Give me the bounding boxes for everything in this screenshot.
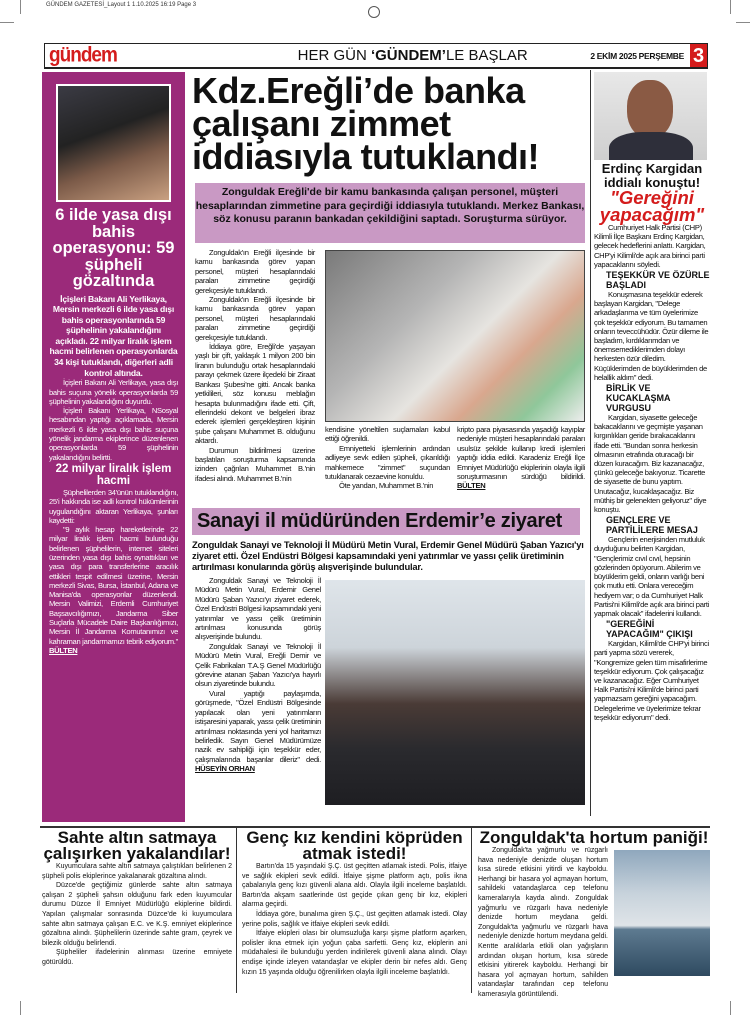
newspaper-logo[interactable]: gündem (49, 43, 117, 67)
paragraph: kripto para piyasasında yaşadığı kayıplar nedeniyle müşteri hesaplarındaki paraları usulsüz şekilde kullanıp kredi işlemleri yaptığı iddia edildi. Karadeniz Ereğli İlçe Emniyet Müdürlüğü ekiplerinin olayla ilgili soruşturmasının sürdüğü bildirildi. BÜLTEN (457, 425, 585, 491)
article-title: Genç kız kendini köprüden atmak istedi! (246, 828, 463, 863)
paragraph: Vural yaptığı paylaşımda, görüşmede, "Özel Endüstri Bölgesinde yapılacak olan yeni yatırımların istişaresini yaparak, yassı çelik üretiminin artırılması noktasında yeni yol haritamızı belirledik. Sayın Genel Müdürümüze nazik ev sahipliği için teşekkür eder, çalışmalarında başarılar dileriz" dedi. HÜSEYİN ORHAN (195, 688, 321, 774)
paragraph: İçişleri Bakanı Ali Yerlikaya, yasa dışı bahis suçuna yönelik operasyonlarda 59 şüphelinin yakalandığını duyurdu. (49, 378, 178, 406)
banknotes-photo (325, 250, 585, 422)
paragraph: Zonguldak'ın Ereğli ilçesinde bir kamu bankasında görev yapan personel, müşteri hesaplarındaki paraları zimmetine geçirdiği gerekçesiyle tutuklandı. (195, 295, 315, 342)
bahis-article (42, 72, 185, 822)
paragraph: "9 aylık hesap hareketlerinde 22 milyar liralık işlem hacmi bulunduğu belirlenen şüphelilerin, internet siteleri üzerinden yasa dışı bahis oynattıkları ve yasa dışı para transferlerine aracılık ettikleri tespit edilmesi üzerine, Mersin merkezli Sivas, Bursa, İstanbul, Adana ve Manisa'da operasyonlar düzenlendi. Mersin Valimizi, Erdemli Cumhuriyet Başsavcılığımızı, Jandarma Siber Suçlarla Mücadele Daire Başkanlığımızı, Mersin İl Jandarma Komutanımızı ve kahraman jandarmamızı tebrik ediyorum." BÜLTEN (49, 525, 179, 655)
hortum-article (478, 830, 710, 1000)
subheading: TEŞEKKÜR VE ÖZÜRLE BAŞLADI (606, 270, 710, 291)
crop-mark (20, 1001, 21, 1015)
column-divider (236, 828, 237, 993)
masthead (44, 43, 708, 69)
paragraph: Cumhuriyet Halk Partisi (CHP) Kilimli İlçe Başkanı Erdinç Kargidan, gelecek hedeflerini anlattı. Kargidan, CHP'yi Kilimli'de açık ara birinci parti yapacaklarını söyledi. (594, 223, 706, 269)
paragraph: İddiaya göre, bunalıma giren Ş.Ç., üst geçitten atlamak istedi. Olay yerine polis, sağlık ve itfaiye ekipleri sevk edildi. (242, 910, 467, 928)
politician-portrait (594, 72, 707, 160)
byline: BÜLTEN (457, 481, 486, 491)
subheading: "GEREĞİNİ YAPACAĞIM" ÇIKIŞI (606, 619, 693, 640)
genc-kiz-article (242, 830, 467, 977)
crop-mark (730, 1001, 731, 1015)
subheading: BİRLİK VE KUCAKLAŞMA VURGUSU (606, 383, 671, 414)
byline: BÜLTEN (49, 645, 78, 655)
registration-mark (368, 6, 380, 18)
main-column-3 (457, 425, 585, 491)
print-slug: GÜNDEM GAZETESİ_Layout 1 1.10.2025 16:19 Page 3 (46, 2, 197, 8)
article-title: Erdinç Kargidan iddialı konuştu! (601, 161, 703, 190)
crop-mark (736, 22, 750, 23)
main-headline: Kdz.Ereğli’de banka çalışanı zimmet iddiasıyla tutuklandı! (192, 70, 540, 177)
paragraph: Zonguldak Sanayi ve Teknoloji İl Müdürü Metin Vural, Erdemir Genel Müdürü Şaban Yazıcı'yı ziyaret ederek, Özel Endüstri Bölgesi kapsamındaki yeni yatırımlar ve yassı çelik üretiminin artırılması konusunda görüş alışverişinde bulundu. (195, 576, 321, 642)
paragraph: Şüphelilerden 34'ünün tutuklandığını, 25'i hakkında ise adli kontrol hükümlerinin uygulandığını aktaran Yerlikaya, şunları kaydetti: (49, 487, 178, 525)
column-divider (590, 70, 591, 816)
paragraph: Zonguldak'ta yağmurlu ve rüzgarlı hava nedeniyle denizde oluşan hortum kısa sürede etkisini yitirdi ve kayboldu. Herhangi bir hasara yol açmayan hortum, sahildeki vatandaşlarca cep telefonu kameralarıyla kayda alındı. Zonguldak yağmurlu ve rüzgarlı hava nedeniyle denizde hortum meydana geldi. Zonguldak'ta yağmurlu ve rüzgarlı hava nedeniyle denizde hortum meydana geldi. Kentte aralıklarla etkili olan yağışların ardından oluşan hortum, kısa sürede etkisini yitirerek kayboldu. Herhangi bir hasara yol açmayan hortum, sahilden vatandaşlar tarafından cep telefonu kamerasıyla görüntülendi. (478, 847, 608, 998)
paragraph: İçişleri Bakanı Yerlikaya, NSosyal hesabından yaptığı açıklamada, Mersin merkezli 6 ilde yasa dışı bahis suçuna yönelik jandarma ekiplerince düzenlenen operasyonlarda 59 şüphelinin yakalandığını belirtti. (49, 406, 178, 462)
paragraph: Kuyumculara sahte altın satmaya çalıştıkları belirlenen 2 şüpheli polis ekiplerince yakalanarak gözaltına alındı. (42, 863, 232, 880)
page-number: 3 (690, 44, 707, 67)
paragraph: Zonguldak Sanayi ve Teknoloji İl Müdürü Metin Vural, Ereğli Demir ve Çelik Fabrikaları T.A.Ş Genel Müdürlüğü görevine atanan Şaban Yazıcı'ya hayırlı olsun ziyaretinde bulundu. (195, 641, 321, 689)
sahte-altin-article (42, 830, 232, 968)
paragraph: Gençlerin enerjisinden mutluluk duyduğunu belirten Kargidan, "Gençlerimiz cıvıl cıvıl, hepsinin gözlerinden öpüyorum. Abilerim ve büyüklerim geldi, onların varlığı beni çok mutlu etti. Onlara vereceğim hediyem var; o da Cumhuriyet Halk Partisi'ni Kilimli'de açık ara birinci parti yapmak olacak" ifadelerini kullandı. (594, 535, 710, 618)
paragraph: kendisine yöneltilen suçlamaları kabul ettiği öğrenildi. (325, 425, 450, 444)
article-title: Sahte altın satmaya çalışırken yakalandılar! (43, 828, 231, 863)
paragraph: Zonguldak'ın Ereğli ilçesinde bir kamu bankasında görev yapan personel, müşteri hesaplarındaki paraları zimmetine geçirdiği gerekçesiyle tutuklandı. (195, 248, 315, 295)
paragraph: Kargidan, siyasette geleceğe bakacaklarını ve geçmişte yaşanan kırgınlıkları geride bırakacaklarını ifade etti. "Bundan sonra herkesin olmasının etrafında oturacağı bir düzen kuracağım. Biz kazanacağız, çünkü geleceğe bakıyoruz. Ticarette de siyasette de bunu yaptım. Unutacağız, kucaklaşacağız. Biz müthiş bir gelenekten geliyoruz" diye konuştu. (594, 413, 707, 515)
paragraph: Şüpheliler ifadelerinin alınması üzerine emniyete götürüldü. (42, 949, 232, 966)
officials-photo (325, 580, 585, 805)
motto: HER GÜN ‘GÜNDEM’LE BAŞLAR (297, 47, 528, 64)
paragraph: Düzce'de geçtiğimiz günlerde sahte altın satmaya çalışan 2 şüpheli şahsın olduğunu fark eden kuyumcular durumu Düzce İl Emniyet Müdürlüğü ekiplerine bildirdi. Yapılan çalışmalar sonrasında Düzce'de ki kuyumculara sahte altın satmaya çalışan E.C. ve K.Ş. emniyet ekiplerince gözaltına alındı. Şüphelilerin üzerinde sahte gram, çeyrek ve bilezik olduğu belirlendi. (42, 882, 232, 947)
subheading: GENÇLERE VE PARTİLİLERE MESAJ (606, 515, 698, 536)
article-lead: İçişleri Bakanı Ali Yerlikaya, Mersin merkezli 6 ilde yasa dışı bahis operasyonlarında 59 şüphelinin yakalandığını açıkladı. 22 milyar liralık işlem hacmi belirlenen operasyonlarda 34 kişi tutuklandı, diğerleri adli kontrol altında. (49, 293, 178, 378)
paragraph: İtfaiye ekipleri olası bir olumsuzluğa karşı şişme platform açarken, polisler ikna etmek için yoğun çaba sarfetti. Genç kız, ekiplerin ani müdahalesi ile bulunduğu yerden indirilerek güvenli alana alındı. Olayı endişe içinde izleyen vatandaşlar ve ekipler derin bir nefes aldı. Genç kızın 15 yaşında olduğu öğrenilirken olayla ilgili inceleme başlatıldı. (242, 930, 467, 976)
crop-mark (730, 0, 731, 14)
article-title: 6 ilde yasa dışı bahis operasyonu: 59 şüpheli gözaltında (52, 206, 175, 290)
gambling-photo (56, 84, 171, 202)
paragraph: Bartın'da 15 yaşındaki Ş.Ç. üst geçitten atlamak istedi. Polis, itfaiye ve sağlık ekipleri sevk edildi. İtfaiye şişme platform açtı, polis ikna çabalarıyla genç kızı güvenli alana aldı. Olayla ilgili inceleme başlatıldı. Bartın'da akşam saatlerinde üst geçide çıkan genç bir kız, ekipleri alarma geçirdi. (242, 863, 467, 909)
sanayi-column (195, 576, 321, 774)
main-subhead: Zonguldak Ereğli'de bir kamu bankasında çalışan personel, müşteri hesaplarından zimmetine para geçirdiği iddiasıyla tutuklandı. Merkez Bankası, söz konusu paranın bankadan çekildiğini saptadı. Soruşturma sürüyor. (195, 183, 585, 243)
kargidan-article (594, 72, 710, 722)
quote-headline: "Gereğini yapacağım" (599, 187, 705, 225)
byline: HÜSEYİN ORHAN (195, 764, 255, 774)
column-divider (471, 828, 472, 993)
crop-mark (20, 0, 21, 14)
sanayi-subhead: Zonguldak Sanayi ve Teknoloji İl Müdürü Metin Vural, Erdemir Genel Müdürü Şaban Yazıcı'yı ziyaret etti. Özel Endüstri Bölgesi kapsamındaki yeni yatırımlar ve yassı çelik üretiminin artırılması konularında görüş alışverişinde bulundular. (192, 539, 584, 572)
crop-mark (0, 22, 14, 23)
main-column-2 (325, 425, 450, 491)
paragraph: Durumun bildirilmesi üzerine başlatılan soruşturma kapsamında izinden çağrılan Muhammet B.'nin ifadesi alındı. Muhammet B.'nin (195, 445, 315, 483)
paragraph: Öte yandan, Muhammet B.'nin (339, 481, 434, 491)
article-title: Zonguldak'ta hortum paniği! (479, 828, 709, 847)
paragraph: İddiaya göre, Ereğli'de yaşayan yaşlı bir çift, yaklaşık 1 milyon 200 bin liranın bulunduğu ortak hesaplarındaki parayı çekmek üzere ilçedeki bir Ziraat Bankası Şubesi'ne gitti. Ancak banka yetkilileri, söz konusu meblağın hesapta bulunmadığını ifade etti. Çift, ellerindeki dekont ve belgeleri ibraz ederek işlemleri gerçekleştiren kişinin şube çalışanı Muhammet B. olduğunu aktardı. (195, 342, 315, 446)
subheading: 22 milyar liralık işlem hacmi (55, 462, 172, 487)
paragraph: Emniyetteki işlemlerinin ardından adliyeye sevk edilen şüpheli, çıkarıldığı mahkemece "zimmet" suçundan tutuklanarak cezaevine konuldu. (325, 443, 450, 482)
paragraph: Kargidan, Kilimli'de CHP'yi birinci parti yapma sözü vererek, "Kongremize gelen tüm misafirlerime teşekkür ediyorum. Çok çalışacağız ve kazanacağız. Eğer Cumhuriyet Halk Partisi'ni Kilimli'de birinci parti yapmazsam gereğini yapacağım. Delegelerime ve üyelerimize tekrar teşekkür ediyorum" dedi. (594, 639, 709, 722)
paragraph: Konuşmasına teşekkür ederek başlayan Kargidan, "Delege arkadaşlarıma ve tüm üyelerimize çok teşekkür ediyorum. Bu tamamen onların teveccühüdür. Özür dileme ile başladım, kırdıklarımdan ve önemsemediklerimden dolayı herkesten özür diledim. Küçüklerimden de büyüklerimden de helallik aldım" dedi. (594, 290, 709, 382)
sanayi-headline: Sanayi il müdüründen Erdemir’e ziyaret (192, 508, 580, 535)
main-column-1 (195, 248, 315, 483)
issue-date: 2 EKİM 2025 PERŞEMBE (590, 50, 684, 61)
